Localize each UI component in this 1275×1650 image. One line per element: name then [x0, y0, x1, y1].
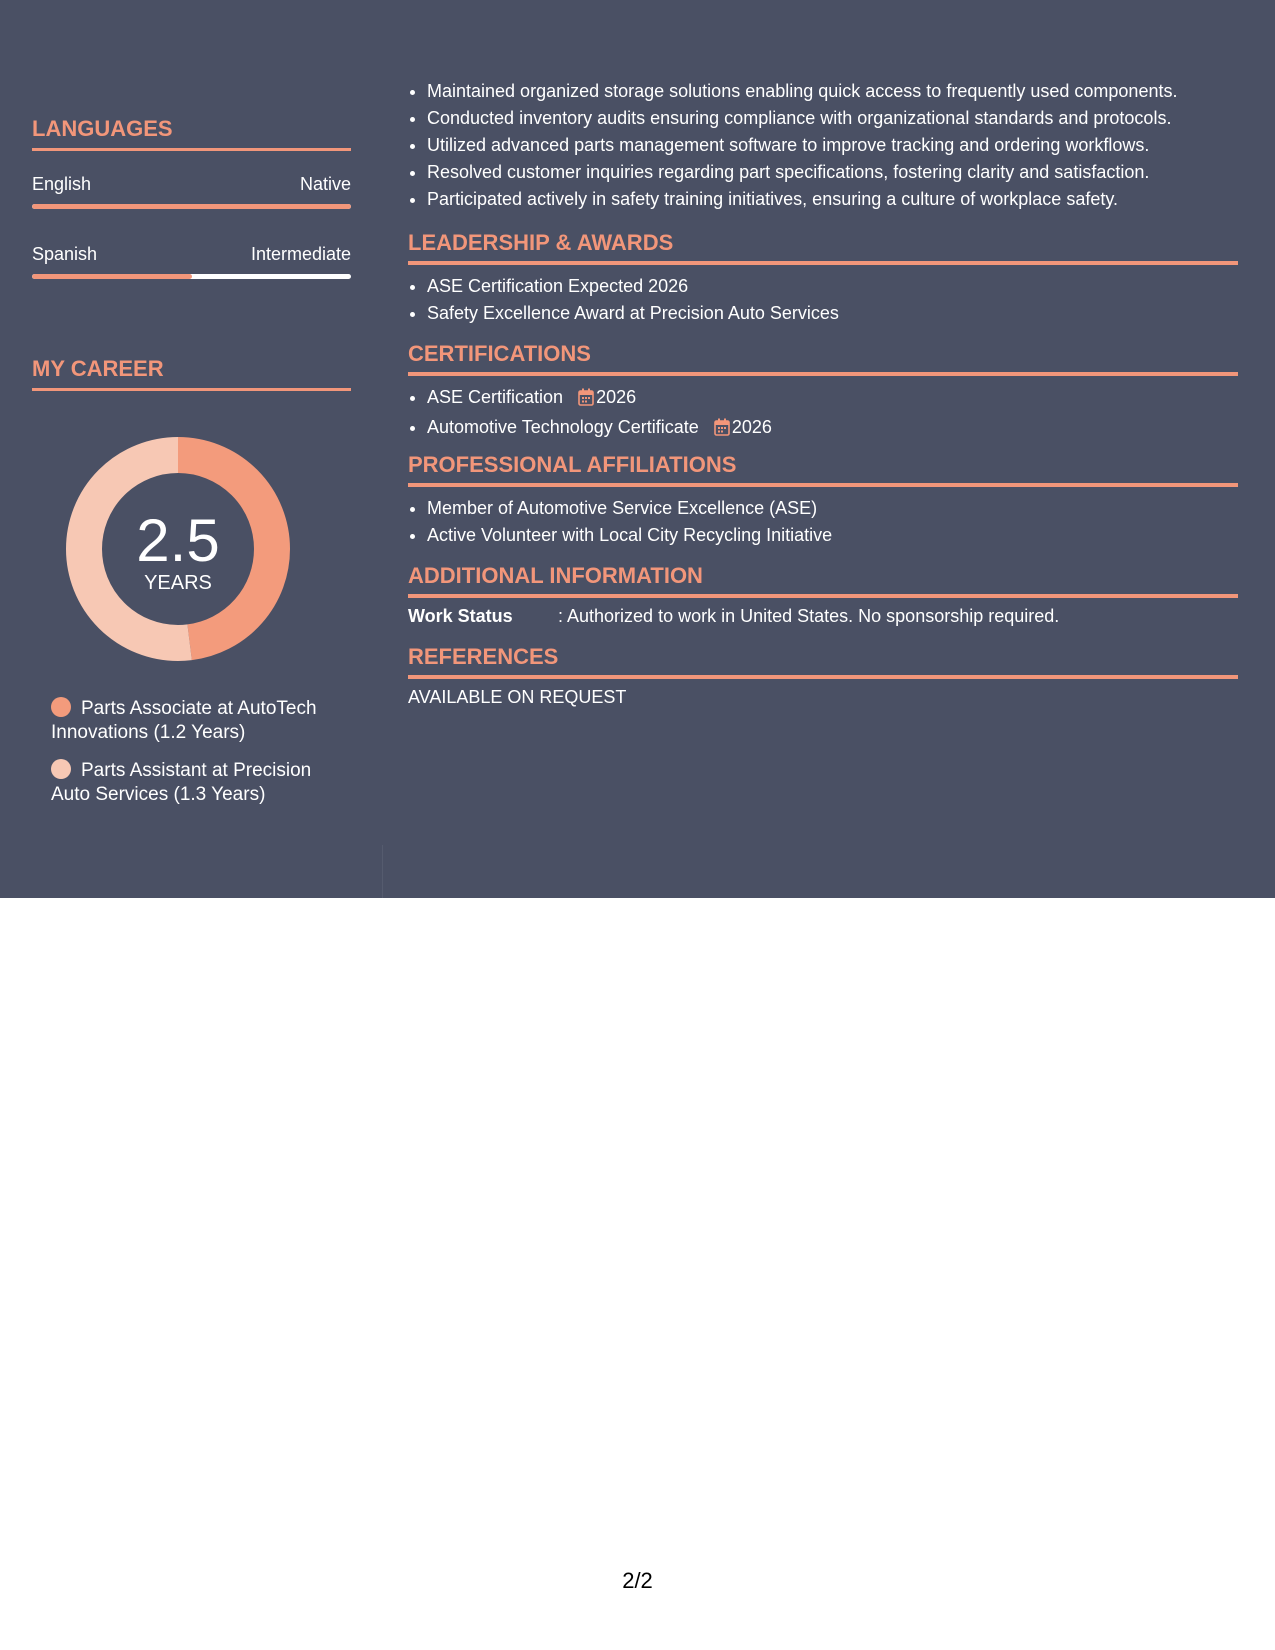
list-item: • Maintained organized storage solutions enabling quick access to frequently used components.: [427, 78, 1238, 105]
certification-year: 2026: [596, 387, 637, 407]
career-donut-chart: [66, 437, 290, 661]
page-number: 2/2: [622, 1568, 653, 1593]
list-item: • Conducted inventory audits ensuring compliance with organizational standards and protocols.: [427, 105, 1238, 132]
list-item: • Utilized advanced parts management software to improve tracking and ordering workflows.: [427, 132, 1238, 159]
career-total-unit: YEARS: [144, 572, 212, 594]
legend-dot-icon: [51, 759, 71, 779]
affiliations-section: [408, 452, 1238, 549]
language-proficiency-bar: [32, 204, 351, 209]
list-item: [427, 384, 1238, 414]
list-item: • Active Volunteer with Local City Recycling Initiative: [427, 522, 1238, 549]
language-row-spanish: [32, 244, 351, 288]
language-row-english: [32, 174, 351, 218]
leadership-section: [408, 230, 1238, 327]
additional-info-heading: ADDITIONAL INFORMATION: [408, 563, 1238, 598]
certifications-section: [408, 341, 1238, 444]
career-role-label: Parts Associate at AutoTech Innovations (1.2 Years): [51, 698, 317, 743]
career-role-label: Parts Assistant at Precision Auto Services (1.3 Years): [51, 760, 312, 805]
experience-bullet-list: [408, 78, 1238, 213]
certification-year: 2026: [731, 417, 772, 437]
career-legend-item: [51, 759, 341, 807]
language-proficiency-fill: [32, 274, 192, 279]
work-status-value: : Authorized to work in United States. No sponsorship required.: [558, 606, 1060, 626]
languages-heading: LANGUAGES: [32, 116, 351, 151]
language-level: Intermediate: [250, 244, 351, 264]
language-name: English: [32, 174, 92, 194]
references-text: AVAILABLE ON REQUEST: [408, 687, 627, 707]
references-heading: REFERENCES: [408, 644, 1238, 679]
list-item: • ASE Certification Expected 2026: [427, 273, 1238, 300]
career-legend-item: [51, 697, 341, 745]
language-proficiency-bar: [32, 274, 351, 279]
list-item: [427, 414, 1238, 444]
list-item: • Resolved customer inquiries regarding part specifications, fostering clarity and satisfaction.: [427, 159, 1238, 186]
list-item: • Member of Automotive Service Excellence (ASE): [427, 495, 1238, 522]
certifications-list: [408, 384, 1238, 444]
list-item: • Participated actively in safety training initiatives, ensuring a culture of workplace safety.: [427, 186, 1238, 213]
additional-info-section: [408, 563, 1238, 627]
column-divider: [382, 845, 383, 898]
leadership-list: [408, 273, 1238, 327]
affiliations-heading: PROFESSIONAL AFFILIATIONS: [408, 452, 1238, 487]
legend-dot-icon: [51, 697, 71, 717]
language-proficiency-fill: [32, 204, 351, 209]
work-status-label: Work Status: [408, 606, 513, 626]
references-section: [408, 644, 1238, 708]
calendar-icon: [714, 417, 730, 444]
work-status-row: [408, 606, 1238, 627]
career-heading: MY CAREER: [32, 356, 351, 391]
language-level: Native: [299, 174, 351, 194]
certifications-heading: CERTIFICATIONS: [408, 341, 1238, 376]
certification-name: Automotive Technology Certificate: [427, 417, 699, 437]
language-name: Spanish: [32, 244, 98, 264]
list-item: • Safety Excellence Award at Precision Auto Services: [427, 300, 1238, 327]
career-legend: [51, 697, 341, 821]
experience-bullets-section: [408, 78, 1238, 213]
career-total-years: 2.5: [136, 507, 220, 574]
calendar-icon: [578, 387, 594, 414]
affiliations-list: [408, 495, 1238, 549]
certification-name: ASE Certification: [427, 387, 564, 407]
leadership-heading: LEADERSHIP & AWARDS: [408, 230, 1238, 265]
